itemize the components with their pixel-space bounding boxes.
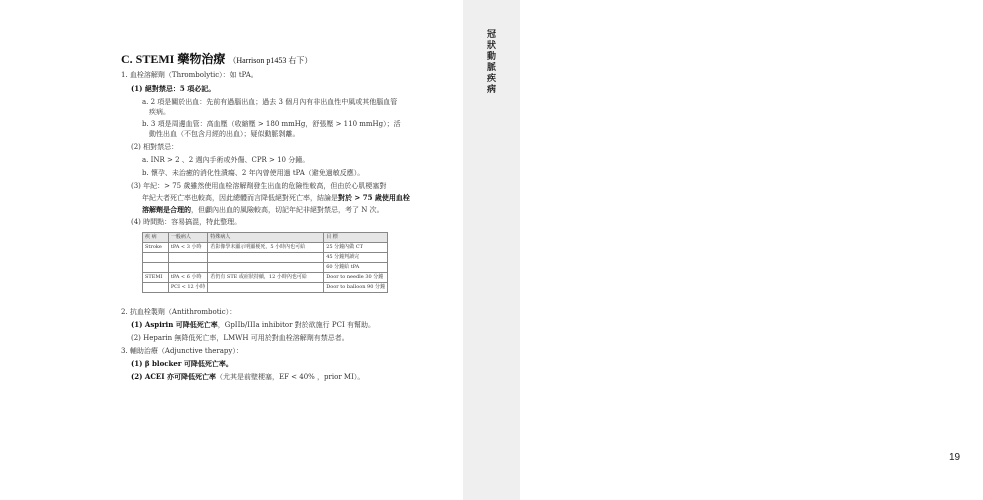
table-row — [143, 263, 388, 273]
table-header-cell: 一般病人 — [168, 233, 208, 243]
table-header-cell: 特殊病人 — [208, 233, 324, 243]
beta-blocker-line: (1) β blocker 可降低死亡率。 — [131, 359, 233, 368]
table-cell — [208, 253, 324, 263]
table-cell: tPA < 3 小時 — [168, 243, 208, 253]
table-cell — [208, 263, 324, 273]
table-row — [143, 273, 388, 283]
table-header-cell: 疾 病 — [143, 233, 169, 243]
section-heading — [121, 50, 312, 67]
contraindication-a-line1: a. 2 項是關於出血：先前有過腦出血；過去 3 個月內有非出血性中風或其他腦血管 — [142, 98, 398, 106]
table-cell — [143, 253, 169, 263]
item-adjunctive: 3. 輔助治療（Adjunctive therapy）： — [121, 347, 243, 355]
chapter-title: 冠 狀 動 脈 疾 病 — [486, 30, 496, 95]
contraindication-b-line1: b. 3 項是周邊血管：高血壓（收縮壓 > 180 mmHg，舒張壓 > 110 mmHg）；活 — [142, 120, 401, 128]
heparin-line: (2) Heparin 無降低死亡率，LMWH 可用於對血栓溶解劑有禁忌者。 — [131, 334, 349, 342]
table-header-cell: 目 標 — [324, 233, 388, 243]
contraindication-b-line2: 動性出血（不包含月經的出血）；疑似動脈剝離。 — [149, 130, 300, 138]
table-cell — [168, 253, 208, 263]
table-row — [143, 283, 388, 293]
age-paragraph-line3: 溶解劑是合理的，但顱內出血的風險較高，切記年紀非絕對禁忌，考了 N 次。 — [142, 205, 384, 214]
table-cell — [143, 263, 169, 273]
timing-table — [142, 232, 388, 293]
table-cell: tPA < 6 小時 — [168, 273, 208, 283]
table-cell: 若仍有 STE 或症狀持續，12 小時內也可給 — [208, 273, 324, 283]
table-cell: 60 分鐘給 tPA — [324, 263, 388, 273]
table-cell: STEMI — [143, 273, 169, 283]
table-cell: 25 分鐘內做 CT — [324, 243, 388, 253]
table-cell — [208, 283, 324, 293]
heading-title: C. STEMI 藥物治療 — [121, 52, 226, 66]
table-cell: 45 分鐘判讀完 — [324, 253, 388, 263]
relative-contraindication-b: b. 懷孕、未治癒的消化性潰瘍、2 年內曾使用過 tPA（避免過敏反應）。 — [142, 169, 365, 177]
table-cell: Door to balloon 90 分鐘 — [324, 283, 388, 293]
table-cell: Door to needle 30 分鐘 — [324, 273, 388, 283]
aspirin-line: (1) Aspirin 可降低死亡率，GpIIb/IIIa inhibitor 對於欲施行 PCI 有幫助。 — [131, 320, 375, 329]
contraindication-a-line2: 疾病。 — [149, 108, 170, 116]
table-cell: Stroke — [143, 243, 169, 253]
item-antithrombotic: 2. 抗血栓製劑（Antithrombotic）： — [121, 308, 237, 316]
heading-reference: （Harrison p1453 右下） — [228, 56, 313, 65]
chapter-side-tab — [463, 0, 961, 500]
page-number: 19 — [948, 452, 961, 463]
absolute-contraindication-label: (1) 絕對禁忌：5 項必記。 — [131, 84, 216, 93]
relative-contraindication-a: a. INR > 2 、2 週內手術或外傷、CPR > 10 分鐘。 — [142, 156, 310, 164]
table-cell: PCI < 12 小時 — [168, 283, 208, 293]
table-header-row — [143, 233, 388, 243]
item-thrombolytic: 1. 血栓溶解劑（Thrombolytic）：如 tPA。 — [121, 71, 258, 79]
age-paragraph-line1: (3) 年紀：> 75 歲雖然使用血栓溶解劑發生出血的危險性較高，但由於心肌梗塞對 — [131, 182, 387, 190]
timing-label: (4) 時間點：容易搞混，特此整理。 — [131, 218, 242, 226]
table-cell — [168, 263, 208, 273]
relative-contraindication-label: (2) 相對禁忌： — [131, 143, 179, 151]
table-cell: 若影像學未顯示明顯梗死，5 小時內也可給 — [208, 243, 324, 253]
table-row — [143, 253, 388, 263]
acei-line: (2) ACEI 亦可降低死亡率（尤其是前壁梗塞，EF < 40% ，prior MI）。 — [131, 372, 365, 381]
age-paragraph-line2: 年紀大者死亡率也較高，因此總體而言降低絕對死亡率，結論是對於 > 75 歲使用血栓 — [142, 193, 410, 202]
table-cell — [143, 283, 169, 293]
table-row — [143, 243, 388, 253]
